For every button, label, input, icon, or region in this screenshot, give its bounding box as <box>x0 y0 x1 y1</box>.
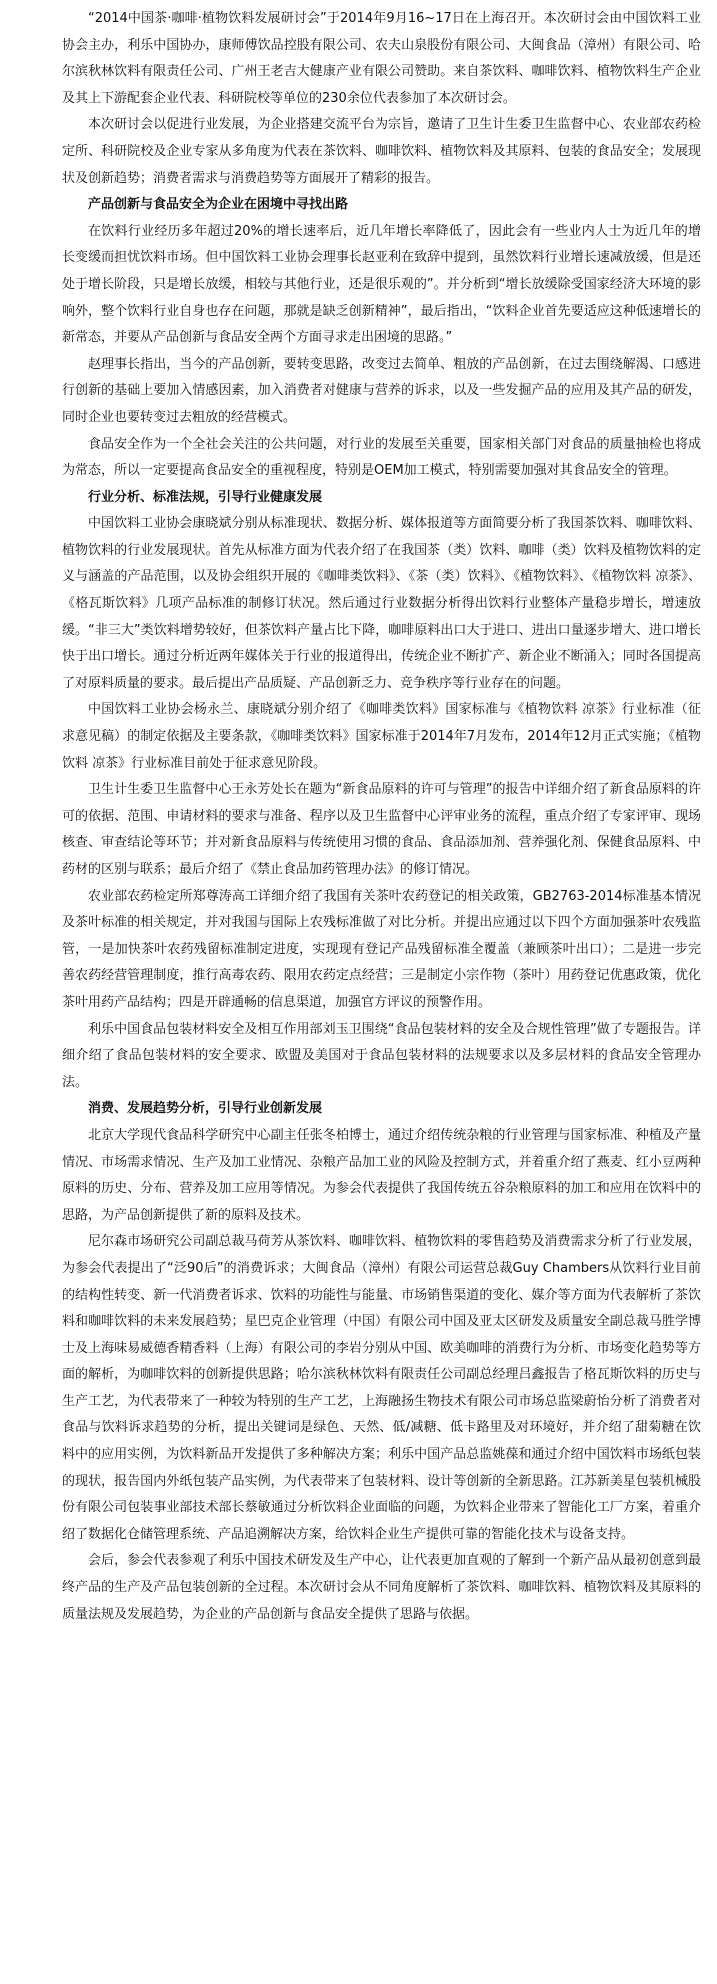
section-heading-standards: 行业分析、标准法规，引导行业健康发展 <box>88 489 323 505</box>
closing-paragraph: 会后，参会代表参观了利乐中国技术研发及生产中心，让代表更加直观的了解到一个新产品从最初创意到最终产品的生产及产品包装创新的全过程。本次研讨会从不同角度解析了茶饮料、咖啡饮料、植物饮料及其原料的质量法规及发展趋势，为企业的产品创新与食品安全提供了思路与依据。 <box>62 1553 701 1622</box>
innovation-paragraph: 赵理事长指出，当今的产品创新，要转变思路，改变过去简单、粗放的产品创新，在过去围绕解渴、口感进行创新的基础上要加入情感因素，加入消费者对健康与营养的诉求，以及一些发掘产品的应用及其产品的研发，同时企业也要转变过去粗放的经营模式。 <box>62 356 701 425</box>
industry-analysis-paragraph: 中国饮料工业协会康晓斌分别从标准现状、数据分析、媒体报道等方面简要分析了我国茶饮料、咖啡饮料、植物饮料的行业发展现状。首先从标准方面为代表介绍了在我国茶（类）饮料、咖啡（类）饮料及植物饮料的定义与涵盖的产品范围，以及协会组织开展的《咖啡类饮料》、《茶（类）饮料》、《植物饮料》、《植物饮料 凉茶》、《格瓦斯饮料》几项产品标准的制修订状况。然后通过行业数据分析得出饮料行业整体产量稳步增长，增速放缓。“非三大”类饮料增势较好，但茶饮料产量占比下降，咖啡原料出口大于进口、进出口量逐步增大、进口增长快于出口增长。通过分析近两年媒体关于行业的报道得出，传统企业不断扩产、新企业不断涌入；同时各国提高了对原料质量的要求。最后提出产品质疑、产品创新乏力、竞争秩序等行业存在的问题。 <box>62 516 701 691</box>
pesticide-paragraph: 农业部农药检定所郑尊涛高工详细介绍了我国有关茶叶农药登记的相关政策，GB2763-2014标准基本情况及茶叶标准的相关规定，并对我国与国际上农残标准做了对比分析。并提出应通过以下四个方面加强茶叶农残监管，一是加快茶叶农药残留标准制定进度，实现现有登记产品残留标准全覆盖（兼顾茶叶出口）；二是进一步完善农药经营管理制度，推行高毒农药、限用农药定点经营；三是制定小宗作物（茶叶）用药登记优惠政策，优化茶叶用药产品结构；四是开辟通畅的信息渠道，加强官方评议的预警作用。 <box>62 888 701 1010</box>
market-trends-paragraph: 尼尔森市场研究公司副总裁马荷芳从茶饮料、咖啡饮料、植物饮料的零售趋势及消费需求分析了行业发展，为参会代表提出了“泛90后”的消费诉求；大闽食品（漳州）有限公司运营总裁Guy Chambers从饮料行业目前的结构性转变、新一代消费者诉求、饮料的功能性与能量、市场销售渠道的变化、媒介等方面为代表解析了茶饮料和咖啡饮料的未来发展趋势；星巴克企业管理（中国）有限公司中国及亚太区研发及质量安全副总裁马胜学博士及上海味易威德香精香料（上海）有限公司的李岩分别从中国、欧美咖啡的消费行为分析、市场变化趋势等方面的解析，为咖啡饮料的创新提供思路；哈尔滨秋林饮料有限责任公司副总经理吕鑫报告了格瓦斯饮料的历史与生产工艺，为代表带来了一种较为特别的生产工艺，上海融扬生物技术有限公司市场总监梁蔚怡分析了消费者对食品与饮料诉求趋势的分析，提出关键词是绿色、天然、低/减糖、低卡路里及对环境好，并介绍了甜菊糖在饮料中的应用实例，为饮料新品开发提供了多种解决方案；利乐中国产品总监姚葆和通过介绍中国饮料市场纸包装的现状，报告国内外纸包装产品实例，为代表带来了包装材料、设计等创新的全新思路。江苏新美星包装机械股份有限公司包装事业部技术部长蔡敏通过分析饮料企业面临的问题，为饮料企业带来了智能化工厂方案，着重介绍了数据化仓储管理系统、产品追溯解决方案，给饮料企业生产提供可靠的智能化技术与设备支持。 <box>62 1234 701 1542</box>
section-heading-innovation-safety: 产品创新与食品安全为企业在困境中寻找出路 <box>88 197 349 213</box>
grain-paragraph: 北京大学现代食品科学研究中心副主任张冬柏博士，通过介绍传统杂粮的行业管理与国家标准、种植及产量情况、市场需求情况、生产及加工业情况、杂粮产品加工业的风险及控制方式，并着重介绍了燕麦、红小豆两种原料的历史、分布、营养及加工应用等情况。为参会代表提供了我国传统五谷杂粮原料的加工和应用在饮料中的思路，为产品创新提供了新的原料及技术。 <box>62 1127 701 1223</box>
packaging-safety-paragraph: 利乐中国食品包装材料安全及相互作用部刘玉卫围绕“食品包装材料的安全及合规性管理”做了专题报告。详细介绍了食品包装材料的安全要求、欧盟及美国对于食品包装材料的法规要求以及多层材料的食品安全管理办法。 <box>62 1021 701 1090</box>
standards-paragraph: 中国饮料工业协会杨永兰、康晓斌分别介绍了《咖啡类饮料》国家标准与《植物饮料 凉茶》行业标准（征求意见稿）的制定依据及主要条款，《咖啡类饮料》国家标准于2014年7月发布，2014年12月正式实施；《植物饮料 凉茶》行业标准目前处于征求意见阶段。 <box>62 702 701 771</box>
food-safety-paragraph: 食品安全作为一个全社会关注的公共问题，对行业的发展至关重要，国家相关部门对食品的质量抽检也将成为常态，所以一定要提高食品安全的重视程度，特别是OEM加工模式，特别需要加强对其食品安全的管理。 <box>62 436 701 479</box>
growth-paragraph: 在饮料行业经历多年超过20%的增长速率后，近几年增长率降低了，因此会有一些业内人士为近几年的增长变缓而担忧饮料市场。但中国饮料工业协会理事长赵亚利在致辞中提到，虽然饮料行业增长速减放缓，但是还处于增长阶段，只是增长放缓，相较与其他行业，还是很乐观的”。并分析到“增长放缓除受国家经济大环境的影响外，整个饮料行业自身也存在问题，那就是缺乏创新精神”，最后指出，“饮料企业首先要适应这种低速增长的新常态，并要从产品创新与食品安全两个方面寻求走出困境的思路。” <box>62 223 701 346</box>
intro-paragraph: “2014中国茶·咖啡·植物饮料发展研讨会”于2014年9月16~17日在上海召开。本次研讨会由中国饮料工业协会主办，利乐中国协办，康师傅饮品控股有限公司、农夫山泉股份有限公司、大闽食品（漳州）有限公司、哈尔滨秋林饮料有限责任公司、广州王老吉大健康产业有限公司赞助。来自茶饮料、咖啡饮料、植物饮料生产企业及其上下游配套企业代表、科研院校等单位的230余位代表参加了本次研讨会。 <box>62 11 701 106</box>
purpose-paragraph: 本次研讨会以促进行业发展，为企业搭建交流平台为宗旨，邀请了卫生计生委卫生监督中心、农业部农药检定所、科研院校及企业专家从多角度为代表在茶饮料、咖啡饮料、植物饮料及其原料、包装的食品安全；发展现状及创新趋势；消费者需求与消费趋势等方面展开了精彩的报告。 <box>62 117 701 186</box>
section-heading-consumption-trends: 消费、发展趋势分析，引导行业创新发展 <box>88 1101 323 1117</box>
new-food-material-paragraph: 卫生计生委卫生监督中心王永芳处长在题为“新食品原料的许可与管理”的报告中详细介绍了新食品原料的许可的依据、范围、申请材料的要求与准备、程序以及卫生监督中心评审业务的流程，重点介绍了专家评审、现场核查、审查结论等环节；并对新食品原料与传统使用习惯的食品、食品添加剂、营养强化剂、保健食品原料、中药材的区别与联系；最后介绍了《禁止食品加药管理办法》的修订情况。 <box>62 782 701 877</box>
